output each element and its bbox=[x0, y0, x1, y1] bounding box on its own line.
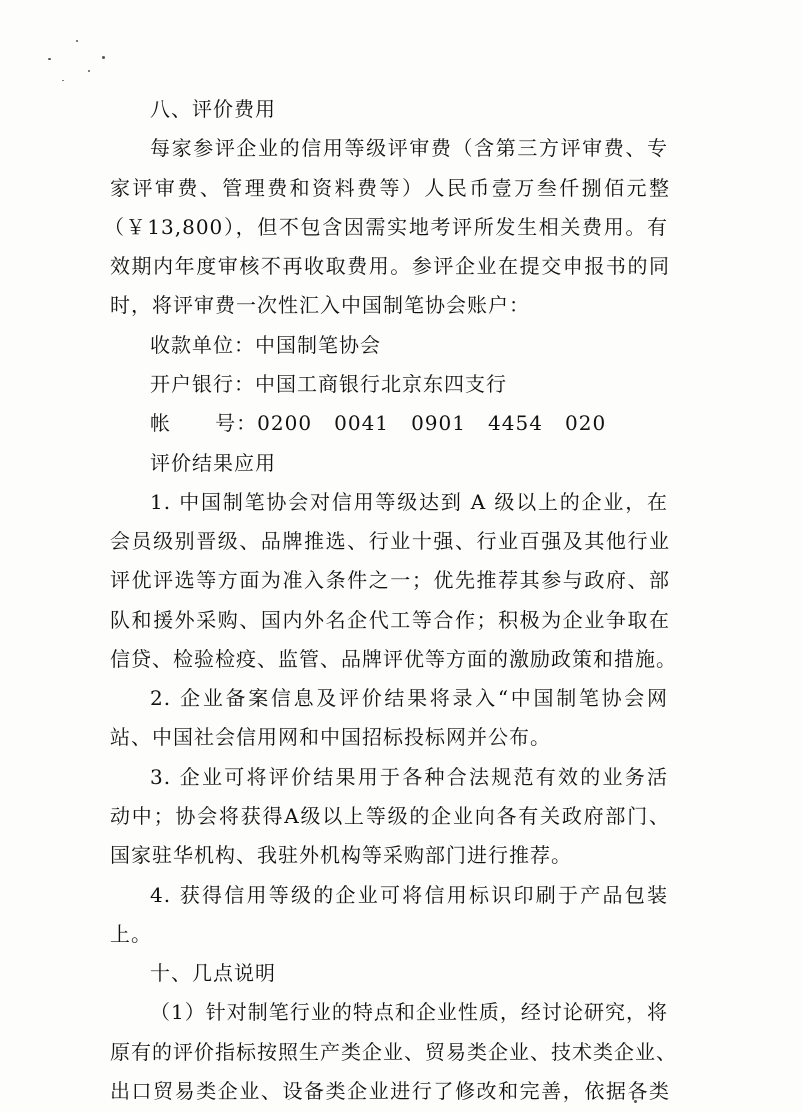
paragraph-line: 每家参评企业的信用等级评审费（含第三方评审费、专 bbox=[150, 136, 668, 160]
paragraph-line: 4. 获得信用等级的企业可将信用标识印刷于产品包装 bbox=[150, 883, 668, 907]
section-heading-notes: 十、几点说明 bbox=[150, 961, 276, 985]
scan-speck bbox=[48, 58, 51, 60]
paragraph-line: 上。 bbox=[110, 922, 152, 946]
scan-speck bbox=[62, 80, 64, 81]
scan-speck bbox=[102, 56, 105, 59]
scan-speck bbox=[88, 70, 90, 72]
paragraph-line: 站、中国社会信用网和中国招标投标网并公布。 bbox=[110, 725, 551, 749]
paragraph-line: 评优评选等方面为准入条件之一；优先推荐其参与政府、部 bbox=[110, 568, 670, 592]
paragraph-line: （￥13,800），但不包含因需实地考评所发生相关费用。有 bbox=[104, 215, 668, 239]
paragraph-line: 队和援外采购、国内外名企代工等合作；积极为企业争取在 bbox=[110, 608, 670, 632]
paragraph-line: 信贷、检验检疫、监管、品牌评优等方面的激励政策和措施。 bbox=[110, 647, 677, 671]
section-heading-results: 评价结果应用 bbox=[150, 451, 276, 475]
paragraph-line: 动中；协会将获得A级以上等级的企业向各有关政府部门、 bbox=[110, 804, 670, 828]
paragraph-line: 国家驻华机构、我驻外机构等采购部门进行推荐。 bbox=[110, 843, 572, 867]
paragraph-line: 1. 中国制笔协会对信用等级达到 A 级以上的企业，在 bbox=[150, 490, 668, 514]
paragraph-line: （1）针对制笔行业的特点和企业性质，经讨论研究，将 bbox=[150, 1000, 668, 1024]
paragraph-line: 效期内年度审核不再收取费用。参评企业在提交申报书的同 bbox=[110, 254, 670, 278]
bank-line: 开户银行：中国工商银行北京东四支行 bbox=[150, 372, 507, 396]
section-heading-fees: 八、评价费用 bbox=[150, 97, 276, 121]
paragraph-line: 2. 企业备案信息及评价结果将录入“中国制笔协会网 bbox=[150, 686, 668, 710]
paragraph-line: 原有的评价指标按照生产类企业、贸易类企业、技术类企业、 bbox=[110, 1040, 677, 1064]
paragraph-line: 会员级别晋级、品牌推选、行业十强、行业百强及其他行业 bbox=[110, 529, 670, 553]
paragraph-line: 家评审费、管理费和资料费等）人民币壹万叁仟捌佰元整 bbox=[110, 176, 670, 200]
paragraph-line: 时，将评审费一次性汇入中国制笔协会账户： bbox=[110, 293, 530, 317]
scan-speck bbox=[76, 40, 78, 42]
paragraph-line: 3. 企业可将评价结果用于各种合法规范有效的业务活 bbox=[150, 765, 668, 789]
account-number-line: 帐 号：0200 0041 0901 4454 020 bbox=[150, 411, 607, 435]
paragraph-line: 出口贸易类企业、设备类企业进行了修改和完善，依据各类 bbox=[110, 1079, 670, 1103]
payee-line: 收款单位：中国制笔协会 bbox=[150, 333, 381, 357]
